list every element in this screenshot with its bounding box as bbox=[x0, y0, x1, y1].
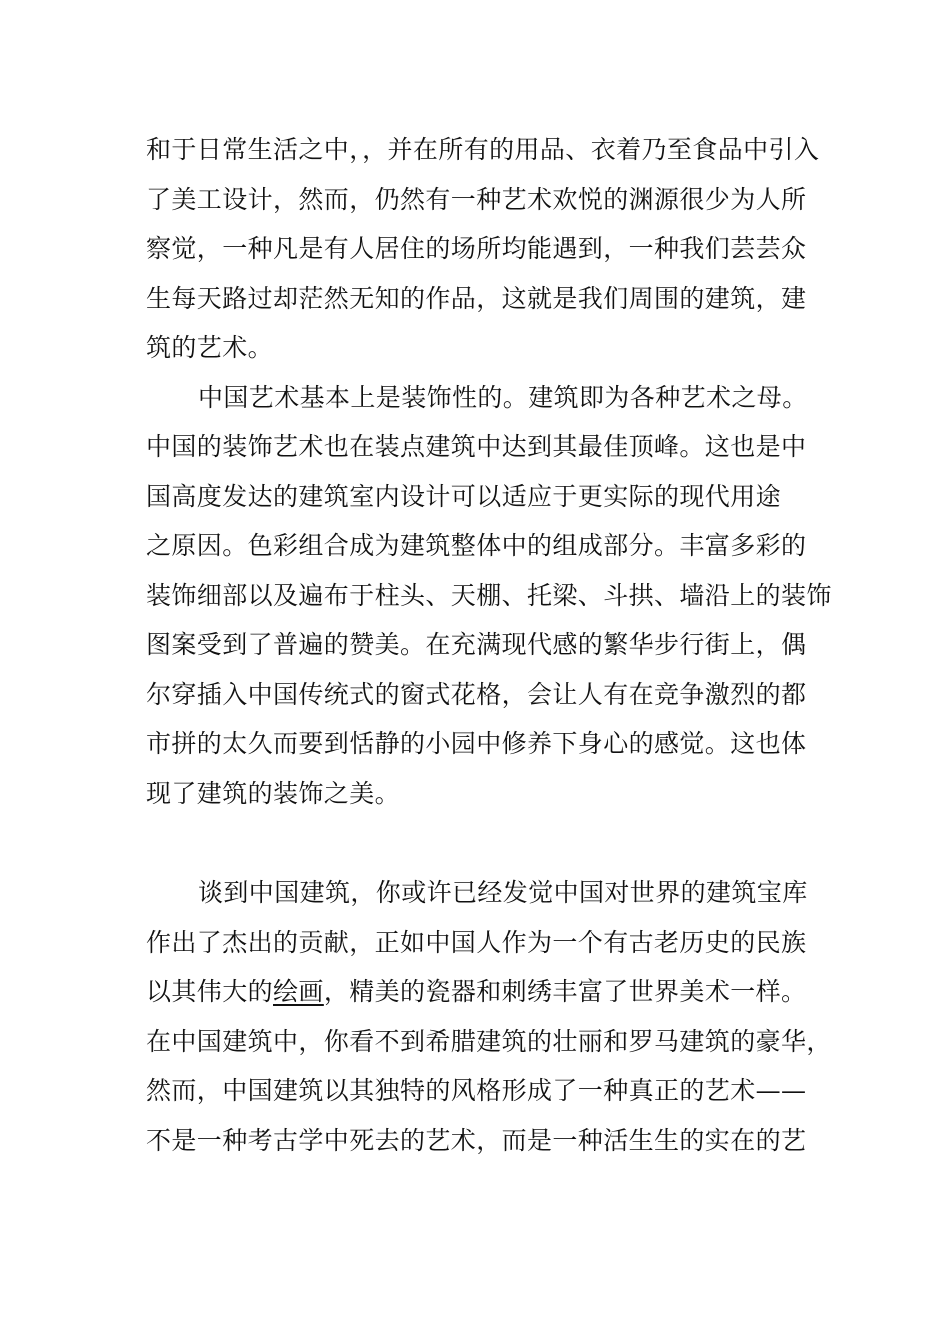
paragraph-1-line-5: 筑的艺术。 bbox=[146, 333, 274, 362]
line-text-after-link: ，精美的瓷器和刺绣丰富了世界美术一样。 bbox=[323, 977, 807, 1006]
paragraph-2-line-2: 中国的装饰艺术也在装点建筑中达到其最佳顶峰。这也是中 bbox=[146, 432, 807, 461]
line-text-before-link: 以其伟大的 bbox=[146, 977, 274, 1006]
paragraph-2-line-6: 图案受到了普遍的赞美。在充满现代感的繁华步行街上，偶 bbox=[146, 630, 807, 659]
paragraph-3-line-6: 不是一种考古学中死去的艺术，而是一种活生生的实在的艺 bbox=[146, 1126, 807, 1155]
painting-link[interactable]: 绘画 bbox=[273, 977, 324, 1006]
paragraph-2-line-9: 现了建筑的装饰之美。 bbox=[146, 779, 401, 808]
paragraph-1-line-1: 和于日常生活之中，，并在所有的用品、衣着乃至食品中引入 bbox=[146, 135, 820, 164]
paragraph-1-line-4: 生每天路过却茫然无知的作品，这就是我们周围的建筑，建 bbox=[146, 284, 807, 313]
paragraph-2-line-4: 之原因。色彩组合成为建筑整体中的组成部分。丰富多彩的 bbox=[146, 531, 807, 560]
paragraph-3-line-3 bbox=[146, 976, 806, 1008]
paragraph-1-line-2: 了美工设计，然而，仍然有一种艺术欢悦的渊源很少为人所 bbox=[146, 185, 807, 214]
paragraph-3-line-1: 谈到中国建筑，你或许已经发觉中国对世界的建筑宝库 bbox=[198, 878, 808, 907]
paragraph-3-line-4: 在中国建筑中，你看不到希腊建筑的壮丽和罗马建筑的豪华， bbox=[146, 1027, 832, 1056]
paragraph-2-line-3: 国高度发达的建筑室内设计可以适应于更实际的现代用途 bbox=[146, 482, 782, 511]
paragraph-2-line-8: 市拼的太久而要到恬静的小园中修养下身心的感觉。这也体 bbox=[146, 729, 807, 758]
paragraph-3-line-5: 然而，中国建筑以其独特的风格形成了一种真正的艺术—— bbox=[146, 1076, 807, 1105]
paragraph-2-line-7: 尔穿插入中国传统式的窗式花格，会让人有在竞争激烈的都 bbox=[146, 680, 807, 709]
paragraph-2-line-1: 中国艺术基本上是装饰性的。建筑即为各种艺术之母。 bbox=[198, 383, 808, 412]
paragraph-1-line-3: 察觉，一种凡是有人居住的场所均能遇到，一种我们芸芸众 bbox=[146, 234, 807, 263]
paragraph-2-line-5: 装饰细部以及遍布于柱头、天棚、托梁、斗拱、墙沿上的装饰 bbox=[146, 581, 832, 610]
paragraph-3-line-2: 作出了杰出的贡献，正如中国人作为一个有古老历史的民族 bbox=[146, 928, 807, 957]
